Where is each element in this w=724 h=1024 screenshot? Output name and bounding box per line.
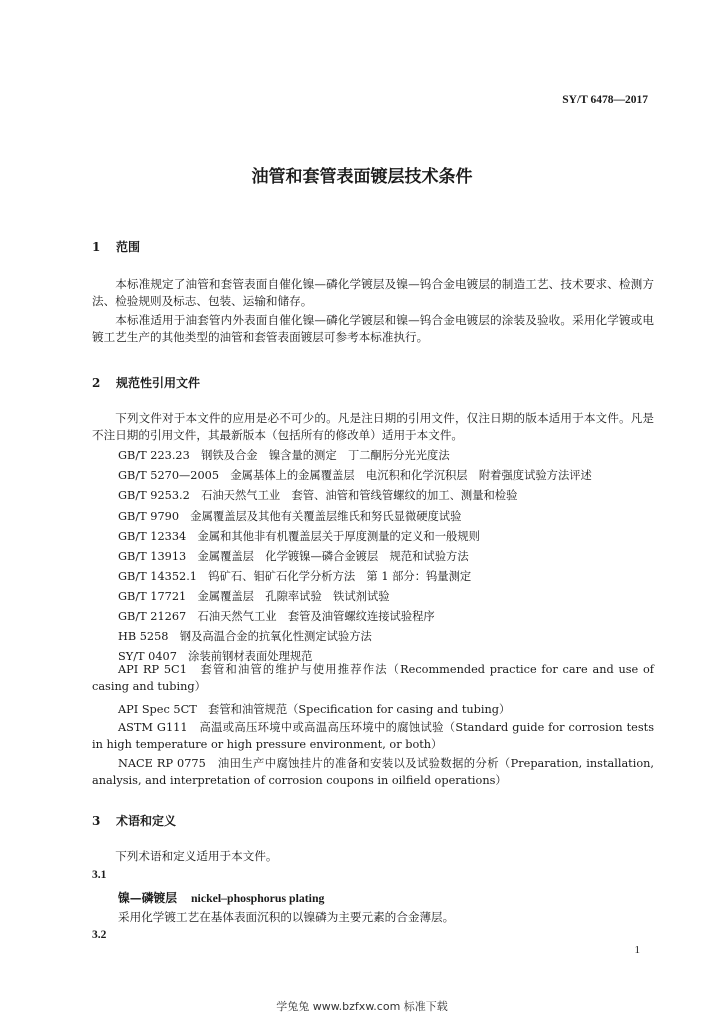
section-3-heading xyxy=(92,812,176,829)
reference-item: GB/T 21267 石油天然气工业 套管及油管螺纹连接试验程序 xyxy=(118,610,435,623)
reference-item: GB/T 223.23 钢铁及合金 镍含量的测定 丁二酮肟分光光度法 xyxy=(118,449,450,462)
term-zh: 镍—磷镀层 xyxy=(118,891,177,905)
paragraph: 本标准规定了油管和套管表面自催化镍—磷化学镀层及镍—钨合金电镀层的制造工艺、技术要求、检测方法、检验规则及标志、包装、运输和储存。 xyxy=(92,277,654,309)
page-number: 1 xyxy=(634,944,640,956)
section-2-heading xyxy=(92,374,200,391)
reference-item: API Spec 5CT 套管和油管规范（Specification for casing and tubing） xyxy=(118,703,511,716)
section-number: 1 xyxy=(92,240,101,254)
term-definition: 采用化学镀工艺在基体表面沉积的以镍磷为主要元素的合金薄层。 xyxy=(118,910,455,924)
section-number: 3 xyxy=(92,814,101,828)
section-title: 术语和定义 xyxy=(116,814,177,828)
paragraph: 本标准适用于油套管内外表面自催化镍—磷化学镀层和镍—钨合金电镀层的涂装及验收。采用化学镀或电镀工艺生产的其他类型的油管和套管表面镀层可参考本标准执行。 xyxy=(92,313,654,345)
paragraph: 下列文件对于本文件的应用是必不可少的。凡是注日期的引用文件，仅注日期的版本适用于本文件。凡是不注日期的引用文件，其最新版本（包括所有的修改单）适用于本文件。 xyxy=(92,411,654,443)
reference-item: ASTM G111 高温或高压环境中或高温高压环境中的腐蚀试验（Standard guide for corrosion tests in high temperature or high pressure environment, or both） xyxy=(92,721,654,751)
footer-watermark: 学兔兔 www.bzfxw.com 标准下载 xyxy=(276,1000,448,1013)
section-number: 2 xyxy=(92,376,101,390)
section-title: 规范性引用文件 xyxy=(116,376,201,390)
section-title: 范围 xyxy=(116,240,141,254)
reference-item: HB 5258 钢及高温合金的抗氧化性测定试验方法 xyxy=(118,630,372,643)
reference-item: API RP 5C1 套管和油管的维护与使用推荐作法（Recommended practice for care and use of casing and tubing） xyxy=(92,663,654,693)
reference-item: GB/T 17721 金属覆盖层 孔隙率试验 铁试剂试验 xyxy=(118,590,390,603)
document-title: 油管和套管表面镀层技术条件 xyxy=(251,167,473,187)
reference-item: GB/T 9790 金属覆盖层及其他有关覆盖层维氏和努氏显微硬度试验 xyxy=(118,510,462,523)
term-number: 3.1 xyxy=(92,869,107,881)
reference-item: GB/T 9253.2 石油天然气工业 套管、油管和管线管螺纹的加工、测量和检验 xyxy=(118,489,518,502)
section-1-heading xyxy=(92,238,140,255)
term-heading xyxy=(118,889,324,906)
reference-item: NACE RP 0775 油田生产中腐蚀挂片的准备和安装以及试验数据的分析（Preparation, installation, analysis, and interpretation of corrosion coupons in oilfield operations） xyxy=(92,757,654,787)
reference-item: GB/T 14352.1 钨矿石、钼矿石化学分析方法 第 1 部分：钨量测定 xyxy=(118,570,472,583)
reference-item: GB/T 13913 金属覆盖层 化学镀镍—磷合金镀层 规范和试验方法 xyxy=(118,550,469,563)
reference-item: SY/T 0407 涂装前钢材表面处理规范 xyxy=(118,650,313,663)
term-number: 3.2 xyxy=(92,929,107,941)
reference-item: GB/T 12334 金属和其他非有机覆盖层关于厚度测量的定义和一般规则 xyxy=(118,530,480,543)
paragraph: 下列术语和定义适用于本文件。 xyxy=(115,849,278,863)
standard-code: SY/T 6478—2017 xyxy=(562,94,648,106)
term-en: nickel–phosphorus plating xyxy=(191,891,325,905)
reference-item: GB/T 5270—2005 金属基体上的金属覆盖层 电沉积和化学沉积层 附着强度试验方法评述 xyxy=(118,469,592,482)
